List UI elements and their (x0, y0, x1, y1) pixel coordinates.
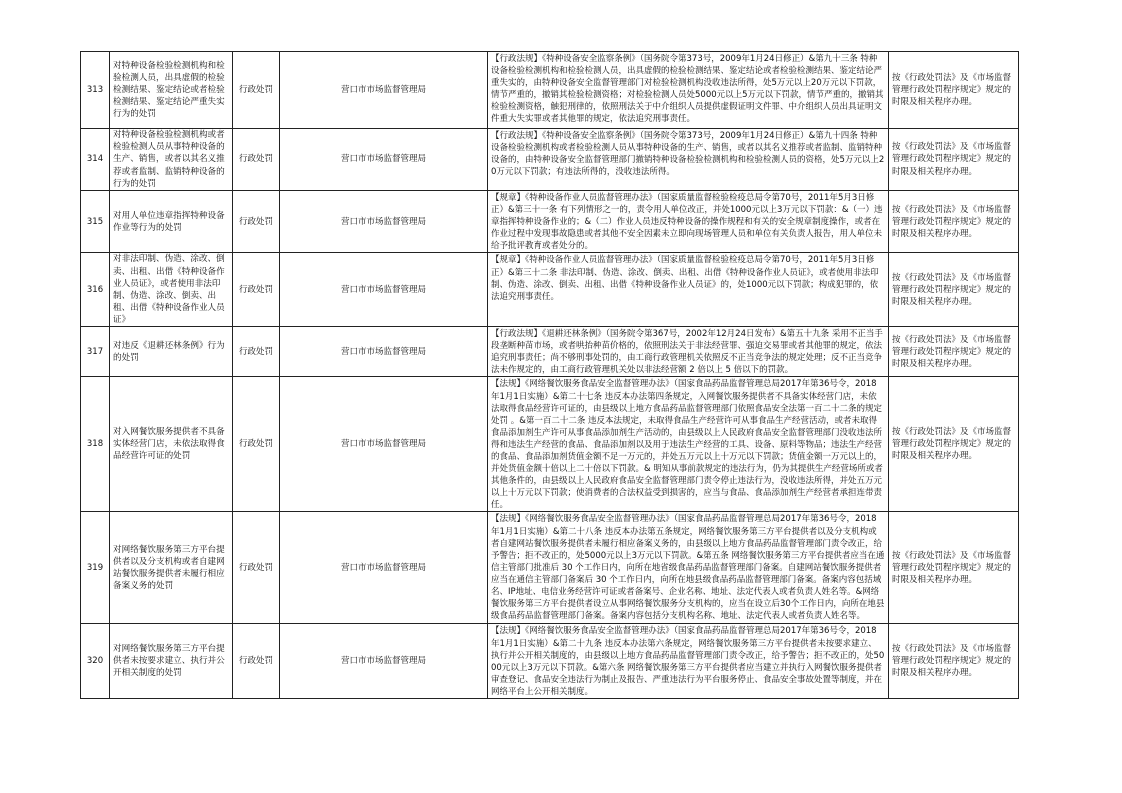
row-number: 317 (81, 327, 110, 377)
processing-term: 按《行政处罚法》及《市场监督管理行政处罚程序规定》规定的时限及相关程序办理。 (889, 377, 1019, 512)
legal-basis: 【行政法规】《特种设备安全监察条例》（国务院令第373号，2009年1月24日修正）&第九十三条 特种设备检验检测机构和检验检测人员，出具虚假的检验检测结果、鉴定结论或者检验检测结果、鉴定结论严重失实的，由特种设备安全监督管理部门对检验检测机构没收违法所得，处5万元以上20万元以下罚款，情节严重的，撤销其检验检测资格；对检验检测人员处5000元以上5万元以下罚款，情节严重的，撤销其检验检测资格，触犯刑律的，依照刑法关于中介组织人员提供虚假证明文件罪、中介组织人员出具证明文件重大失实罪或者其他罪的规定，依法追究刑事责任。 (488, 52, 889, 129)
table-row (81, 377, 1019, 512)
table-row (81, 253, 1019, 327)
row-number: 316 (81, 253, 110, 327)
row-number: 314 (81, 129, 110, 191)
table-row (81, 129, 1019, 191)
item-name: 对特种设备检验检测机构或者检验检测人员从事特种设备的生产、销售，或者以其名义推荐或者监制、监销特种设备的行为的处罚 (110, 129, 233, 191)
processing-term: 按《行政处罚法》及《市场监督管理行政处罚程序规定》规定的时限及相关程序办理。 (889, 52, 1019, 129)
responsible-department: 营口市市场监督管理局 (280, 512, 488, 624)
processing-term: 按《行政处罚法》及《市场监督管理行政处罚程序规定》规定的时限及相关程序办理。 (889, 512, 1019, 624)
item-name: 对非法印制、伪造、涂改、倒卖、出租、出借《特种设备作业人员证》，或者使用非法印制、伪造、涂改、倒卖、出租、出借《特种设备作业人员证》 (110, 253, 233, 327)
responsible-department: 营口市市场监督管理局 (280, 624, 488, 699)
item-type: 行政处罚 (233, 377, 280, 512)
item-name: 对违反《退耕还林条例》行为的处罚 (110, 327, 233, 377)
legal-basis: 【行政法规】《退耕还林条例》（国务院令第367号，2002年12月24日发布）&第五十九条 采用不正当手段垄断种苗市场，或者哄抬种苗价格的，依照刑法关于非法经营罪、强迫交易罪或者其他罪的规定，依法追究刑事责任；尚不够刑事处罚的，由工商行政管理机关依照反不正当竞争法的规定处理；反不正当竞争法未作规定的，由工商行政管理机关处以非法经营额 2 倍以上 5 倍以下的罚款。 (488, 327, 889, 377)
responsible-department: 营口市市场监督管理局 (280, 253, 488, 327)
processing-term: 按《行政处罚法》及《市场监督管理行政处罚程序规定》规定的时限及相关程序办理。 (889, 253, 1019, 327)
row-number: 313 (81, 52, 110, 129)
responsible-department: 营口市市场监督管理局 (280, 52, 488, 129)
item-name: 对网络餐饮服务第三方平台提供者未按要求建立、执行并公开相关制度的处罚 (110, 624, 233, 699)
legal-basis: 【规章】《特种设备作业人员监督管理办法》（国家质量监督检验检疫总局令第70号，2011年5月3日修正）&第三十二条 非法印制、伪造、涂改、倒卖、出租、出借《特种设备作业人员证》，或者使用非法印制、伪造、涂改、倒卖、出租、出借《特种设备作业人员证》的，处1000元以下罚款；构成犯罪的，依法追究刑事责任。 (488, 253, 889, 327)
item-type: 行政处罚 (233, 129, 280, 191)
item-name: 对入网餐饮服务提供者不具备实体经营门店，未依法取得食品经营许可证的处罚 (110, 377, 233, 512)
table-row (81, 512, 1019, 624)
item-name: 对网络餐饮服务第三方平台提供者以及分支机构或者自建网站餐饮服务提供者未履行相应备案义务的处罚 (110, 512, 233, 624)
legal-basis: 【行政法规】《特种设备安全监察条例》（国务院令第373号，2009年1月24日修正）&第九十四条 特种设备检验检测机构或者检验检测人员从事特种设备的生产、销售，或者以其名义推荐或者监制、监销特种设备的，由特种设备安全监督管理部门撤销特种设备检验检测机构和检验检测人员的资格，处5万元以上20万元以下罚款；有违法所得的，没收违法所得。 (488, 129, 889, 191)
table-row (81, 624, 1019, 699)
item-type: 行政处罚 (233, 191, 280, 253)
row-number: 318 (81, 377, 110, 512)
item-type: 行政处罚 (233, 327, 280, 377)
row-number: 319 (81, 512, 110, 624)
item-type: 行政处罚 (233, 253, 280, 327)
processing-term: 按《行政处罚法》及《市场监督管理行政处罚程序规定》规定的时限及相关程序办理。 (889, 327, 1019, 377)
row-number: 320 (81, 624, 110, 699)
item-type: 行政处罚 (233, 624, 280, 699)
table-row (81, 327, 1019, 377)
item-type: 行政处罚 (233, 512, 280, 624)
administrative-penalty-table (80, 51, 1019, 699)
responsible-department: 营口市市场监督管理局 (280, 191, 488, 253)
legal-basis: 【法规】《网络餐饮服务食品安全监督管理办法》（国家食品药品监督管理总局2017年第36号令，2018年1月1日实施）&第二十七条 违反本办法第四条规定，入网餐饮服务提供者不具备实体经营门店，未依法取得食品经营许可证的，由县级以上地方食品药品监督管理部门依照食品安全法第一百二十二条的规定处罚 。&第一百二十二条 违反本法规定，未取得食品生产经营许可从事食品生产经营活动，或者未取得食品添加剂生产许可从事食品添加剂生产活动的，由县级以上人民政府食品安全监督管理部门没收违法所得和违法生产经营的食品、食品添加剂以及用于违法生产经营的工具、设备、原料等物品；违法生产经营的食品、食品添加剂货值金额不足一万元的，并处五万元以上十万元以下罚款；货值金额一万元以上的，并处货值金额十倍以上二十倍以下罚款。& 明知从事前款规定的违法行为，仍为其提供生产经营场所或者其他条件的，由县级以上人民政府食品安全监督管理部门责令停止违法行为，没收违法所得，并处五万元以上十万元以下罚款；使消费者的合法权益受到损害的，应当与食品、食品添加剂生产经营者承担连带责任。 (488, 377, 889, 512)
item-name: 对用人单位违章指挥特种设备作业等行为的处罚 (110, 191, 233, 253)
table-row (81, 191, 1019, 253)
row-number: 315 (81, 191, 110, 253)
responsible-department: 营口市市场监督管理局 (280, 377, 488, 512)
legal-basis: 【法规】《网络餐饮服务食品安全监督管理办法》（国家食品药品监督管理总局2017年第36号令，2018年1月1日实施）&第二十九条 违反本办法第六条规定，网络餐饮服务第三方平台提供者未按要求建立、执行并公开相关制度的，由县级以上地方食品药品监督管理部门责令改正，给予警告；拒不改正的，处5000元以上3万元以下罚款。&第六条 网络餐饮服务第三方平台提供者应当建立并执行入网餐饮服务提供者审查登记、食品安全违法行为制止及报告、严重违法行为平台服务停止、食品安全事故处置等制度，并在网络平台上公开相关制度。 (488, 624, 889, 699)
processing-term: 按《行政处罚法》及《市场监督管理行政处罚程序规定》规定的时限及相关程序办理。 (889, 129, 1019, 191)
item-name: 对特种设备检验检测机构和检验检测人员，出具虚假的检验检测结果、鉴定结论或者检验检测结果、鉴定结论严重失实行为的处罚 (110, 52, 233, 129)
processing-term: 按《行政处罚法》及《市场监督管理行政处罚程序规定》规定的时限及相关程序办理。 (889, 191, 1019, 253)
responsible-department: 营口市市场监督管理局 (280, 327, 488, 377)
processing-term: 按《行政处罚法》及《市场监督管理行政处罚程序规定》规定的时限及相关程序办理。 (889, 624, 1019, 699)
legal-basis: 【法规】《网络餐饮服务食品安全监督管理办法》（国家食品药品监督管理总局2017年第36号令，2018年1月1日实施）&第二十八条 违反本办法第五条规定，网络餐饮服务第三方平台提供者以及分支机构或者自建网站餐饮服务提供者未履行相应备案义务的，由县级以上地方食品药品监督管理部门责令改正，给予警告；拒不改正的，处5000元以上3万元以下罚款。&第五条 网络餐饮服务第三方平台提供者应当在通信主管部门批准后 30 个工作日内，向所在地省级食品药品监督管理部门备案。自建网站餐饮服务提供者应当在通信主管部门备案后 30 个工作日内，向所在地县级食品药品监督管理部门备案。备案内容包括域名、IP地址、电信业务经营许可证或者备案号、企业名称、地址、法定代表人或者负责人姓名等。&网络餐饮服务第三方平台提供者设立从事网络餐饮服务分支机构的，应当在设立后30个工作日内，向所在地县级食品药品监督管理部门备案。备案内容包括分支机构名称、地址、法定代表人或者负责人姓名等。 (488, 512, 889, 624)
item-type: 行政处罚 (233, 52, 280, 129)
table-row (81, 52, 1019, 129)
responsible-department: 营口市市场监督管理局 (280, 129, 488, 191)
legal-basis: 【规章】《特种设备作业人员监督管理办法》（国家质量监督检验检疫总局令第70号，2011年5月3日修正）&第三十一条 有下列情形之一的，责令用人单位改正，并处1000元以上3万元以下罚款：&（一）违章指挥特种设备作业的；&（二）作业人员违反特种设备的操作规程和有关的安全规章制度操作，或者在作业过程中发现事故隐患或者其他不安全因素未立即向现场管理人员和单位有关负责人报告，用人单位未给予批评教育或者处分的。 (488, 191, 889, 253)
